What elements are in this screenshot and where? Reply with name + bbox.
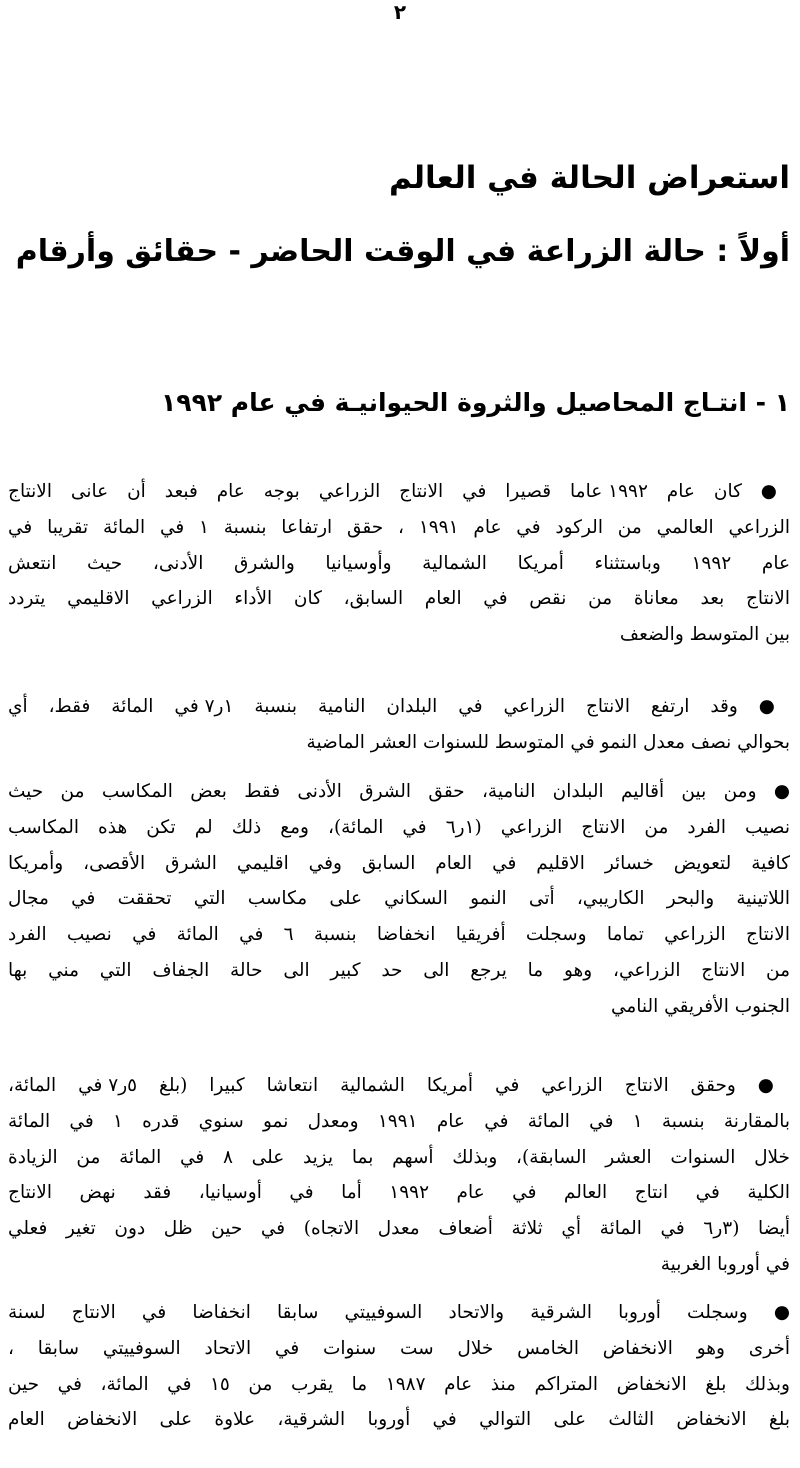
page-title: استعراض الحالة في العالم [389, 160, 790, 196]
paragraph-2 [8, 689, 790, 761]
text-line: خلال السنوات العشر السابقة)، وبذلك أسهم بما يزيد على ٨ في المائة من الزيادة [8, 1146, 790, 1168]
text-line: ● وقد ارتفع الانتاج الزراعي في البلدان النامية بنسبة ١ر٧ في المائة فقط، أي [8, 696, 790, 717]
text-line: الزراعي العالمي من الركود في عام ١٩٩١ ، حقق ارتفاعا بنسبة ١ في المائة تقريبا في [8, 516, 790, 538]
paragraph-4 [8, 1068, 790, 1283]
text-line: الانتاج الزراعي تماما وسجلت أفريقيا انخفاضا بنسبة ٦ في المائة في نصيب الفرد [8, 924, 790, 946]
text-line: في أوروبا الغربية [660, 1253, 790, 1275]
text-line: بحوالي نصف معدل النمو في المتوسط للسنوات العشر الماضية [306, 731, 790, 753]
text-line: الجنوب الأفريقي النامي [610, 995, 790, 1017]
text-line: أخرى وهو الانخفاض الخامس خلال ست سنوات في الاتحاد السوفييتي سابقا ، [8, 1337, 790, 1359]
text-line: اللاتينية والبحر الكاريبي، أتى النمو السكاني على مكاسب التي تحققت في مجال [8, 888, 790, 910]
text-line: ● وحقق الانتاج الزراعي في أمريكا الشمالية انتعاشا كبيرا (بلغ ٥ر٧ في المائة، [8, 1075, 790, 1096]
paragraph-1 [8, 474, 790, 653]
paragraph-3 [8, 774, 790, 1025]
text-line: ● ومن بين أقاليم البلدان النامية، حقق الشرق الأدنى فقط بعض المكاسب من حيث [8, 781, 790, 802]
text-line: نصيب الفرد من الانتاج الزراعي (١ر٦ في المائة)، ومع ذلك لم تكن هذه المكاسب [8, 816, 790, 838]
text-line: الانتاج بعد معاناة من نقص في العام السابق، كان الأداء الزراعي الاقليمي يتردد [8, 588, 790, 610]
text-line: بين المتوسط والضعف [619, 624, 790, 646]
text-line: عام ١٩٩٢ وباستثناء أمريكا الشمالية وأوسيانيا والشرق الأدنى، حيث انتعش [8, 552, 790, 574]
text-line: كافية لتعويض خسائر الاقليم في العام السابق وفي اقليمي الشرق الأقصى، وأمريكا [8, 852, 790, 874]
text-line: بالمقارنة بنسبة ١ في المائة في عام ١٩٩١ ومعدل نمو سنوي قدره ١ في المائة [8, 1110, 790, 1132]
text-line: ● وسجلت أوروبا الشرقية والاتحاد السوفييتي سابقا انخفاضا في الانتاج لسنة [8, 1302, 790, 1323]
text-line: أيضا (٣ر٦ في المائة أي ثلاثة أضعاف معدل الاتجاه) في حين ظل دون تغير فعلي [8, 1218, 790, 1240]
text-line: ● كان عام ١٩٩٢ عاما قصيرا في الانتاج الزراعي بوجه عام فبعد أن عانى الانتاج [8, 481, 790, 502]
paragraph-5 [8, 1295, 790, 1438]
text-line: وبذلك بلغ الانخفاض المتراكم منذ عام ١٩٨٧ ما يقرب من ١٥ في المائة، في حين [8, 1373, 790, 1395]
page-number: ٢ [393, 0, 407, 24]
text-line: من الانتاج الزراعي، وهو ما يرجع الى حد كبير الى حالة الجفاف التي مني بها [8, 959, 790, 981]
page-subtitle: أولاً : حالة الزراعة في الوقت الحاضر - حقائق وأرقام [15, 234, 790, 269]
text-line: الكلية في انتاج العالم في عام ١٩٩٢ أما في أوسيانيا، فقد نهض الانتاج [8, 1182, 790, 1204]
text-line: بلغ الانخفاض الثالث على التوالي في أوروبا الشرقية، علاوة على الانخفاض العام [8, 1409, 790, 1431]
section-heading: ١ - انتـاج المحاصيل والثروة الحيوانيـة في عام ١٩٩٢ [161, 388, 790, 417]
